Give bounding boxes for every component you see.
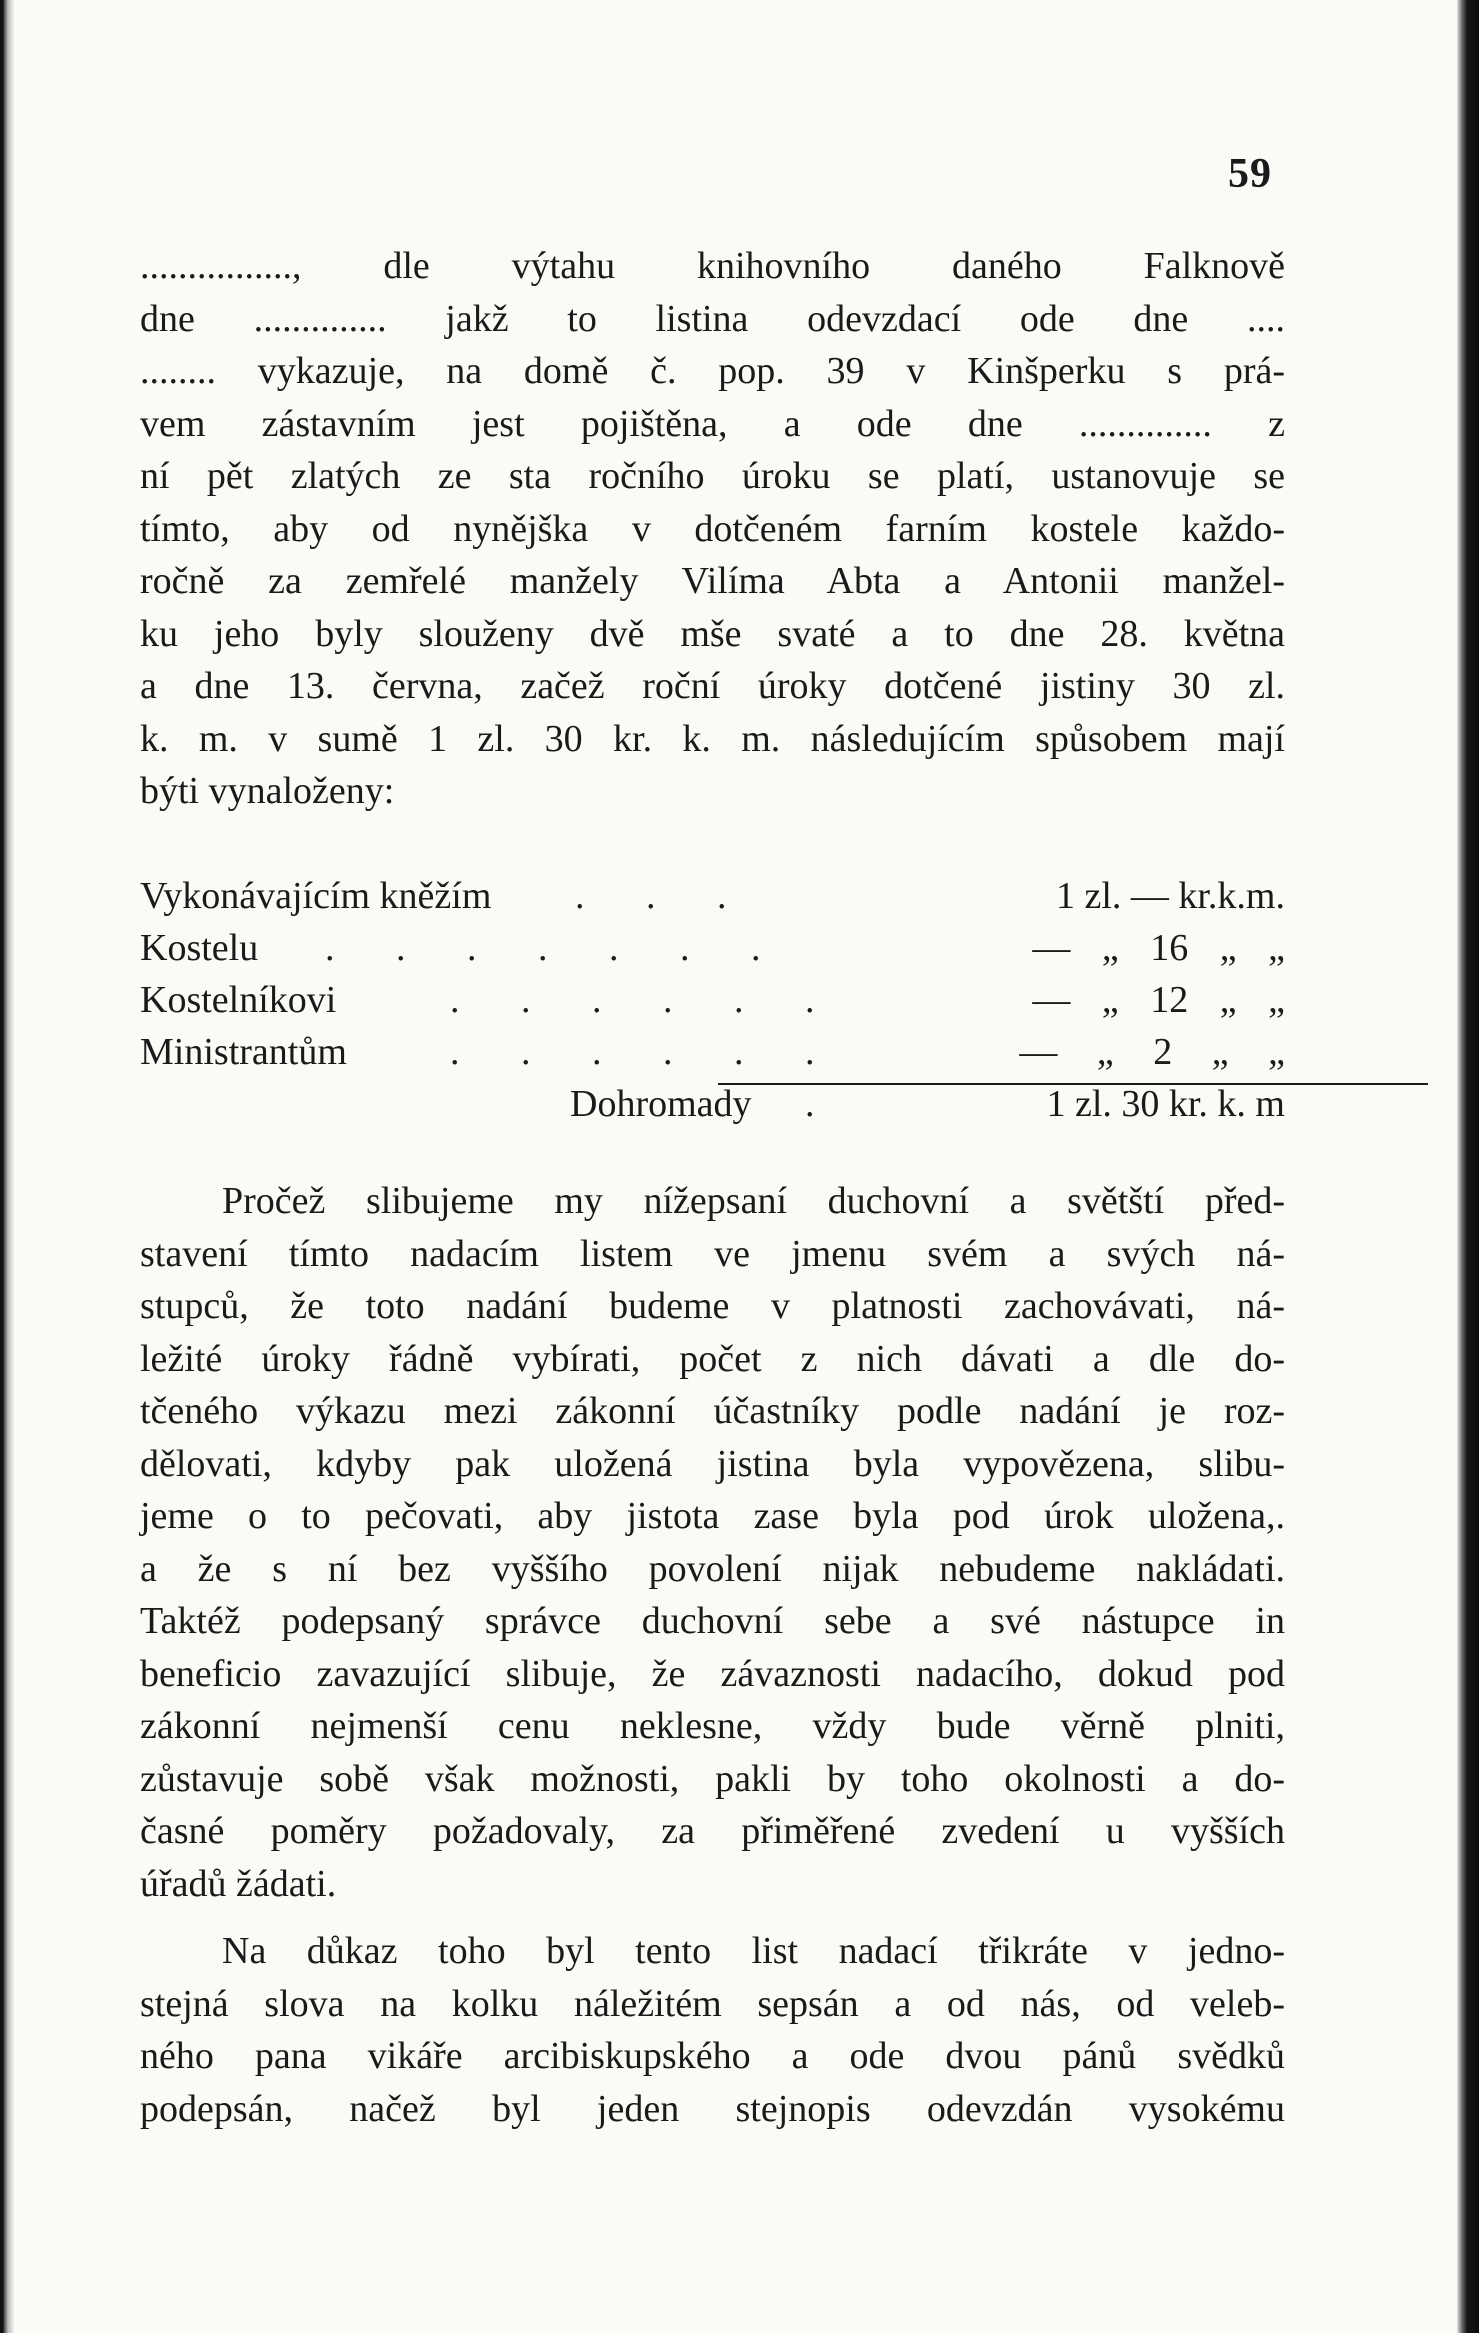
text-line: tímto, aby od nynějška v dotčeném farním kostele každo- (140, 507, 1285, 550)
text-line: ................, dle výtahu knihovního daného Falknově (140, 245, 1285, 287)
paragraph-obligations (140, 1175, 1285, 1910)
row-label: Kostelníkovi (140, 979, 337, 1021)
text-line: a dne 13. června, začež roční úroky dotčené jistiny 30 zl. (140, 665, 1285, 707)
text-line: k. m. v sumě 1 zl. 30 kr. k. m. následujícím spůsobem mají (140, 717, 1285, 760)
text-line: vem zástavním jest pojištěna, a ode dne .............. z (140, 402, 1285, 445)
text-line: ku jeho byly slouženy dvě mše svaté a to dne 28. května (140, 612, 1285, 655)
text-line: ní pět zlatých ze sta ročního úroku se platí, ustanovuje se (140, 455, 1285, 497)
text-line: stejná slova na kolku náležitém sepsán a od nás, od veleb- (140, 1982, 1285, 2025)
row-label: Kostelu (140, 927, 259, 969)
row-label: Vykonávajícím kněžím (140, 875, 492, 917)
row-amount: — „ 12 „ „ (1032, 979, 1285, 1021)
page-left-edge (0, 0, 14, 2333)
paragraph-attestation (140, 1925, 1285, 2135)
table-row (140, 974, 1285, 1026)
total-dots: . (805, 1083, 841, 1125)
table-row (140, 922, 1285, 974)
row-label: Ministrantům (140, 1031, 347, 1073)
text-line: časné poměry požadovaly, za přiměřené zvedení u vyšších (140, 1810, 1285, 1852)
text-line: dělovati, kdyby pak uložená jistina byla vypovězena, slibu- (140, 1442, 1285, 1485)
row-dots: . . . . . . (450, 979, 841, 1021)
text-line: zákonní nejmenší cenu neklesne, vždy bude věrně plniti, (140, 1705, 1285, 1747)
text-line: ročně za zemřelé manžely Vilíma Abta a Antonii manžel- (140, 560, 1285, 602)
text-line: úřadů žádati. (140, 1862, 337, 1905)
row-dots: . . . . . . (450, 1031, 841, 1073)
text-line: dne .............. jakž to listina odevzdací ode dne .... (140, 297, 1285, 340)
text-line: ného pana vikáře arcibiskupského a ode dvou pánů svědků (140, 2035, 1285, 2077)
distribution-table (140, 870, 1285, 1130)
text-line: ležité úroky řádně vybírati, počet z nich dávati a dle do- (140, 1337, 1285, 1380)
row-amount: — „ 2 „ „ (1019, 1031, 1285, 1073)
text-line: podepsán, načež byl jeden stejnopis odevzdán vysokému (140, 2087, 1285, 2130)
paragraph-foundation-terms (140, 240, 1285, 818)
row-amount: 1 zl. — kr.k.m. (1055, 875, 1285, 917)
row-amount: — „ 16 „ „ (1032, 927, 1285, 969)
text-line: tčeného výkazu mezi zákonní účastníky podle nadání je roz- (140, 1390, 1285, 1432)
text-line: býti vynaloženy: (140, 770, 395, 812)
text-line: stupců, že toto nadání budeme v platnosti zachovávati, ná- (140, 1285, 1285, 1327)
text-line: zůstavuje sobě však možnosti, pakli by toho okolnosti a do- (140, 1757, 1285, 1800)
page-right-edge (1457, 0, 1479, 2333)
text-line: Taktéž podepsaný správce duchovní sebe a své nástupce in (140, 1600, 1285, 1642)
total-label: Dohromady (570, 1083, 752, 1125)
page-number: 59 (1228, 151, 1272, 197)
row-dots: . . . (575, 875, 753, 917)
total-row (140, 1078, 1285, 1130)
row-dots: . . . . . . . (325, 927, 787, 969)
text-line: ........ vykazuje, na domě č. pop. 39 v Kinšperku s prá- (140, 350, 1285, 392)
text-line: Pročež slibujeme my nížepsaní duchovní a světští před- (222, 1180, 1285, 1222)
total-amount: 1 zl. 30 kr. k. m (1046, 1083, 1285, 1125)
text-line: stavení tímto nadacím listem ve jmenu svém a svých ná- (140, 1232, 1285, 1275)
text-line: a že s ní bez vyššího povolení nijak nebudeme nakládati. (140, 1547, 1285, 1590)
table-row (140, 870, 1285, 922)
text-line: jeme o to pečovati, aby jistota zase byla pod úrok uložena,. (140, 1495, 1285, 1537)
text-line: beneficio zavazující slibuje, že závaznosti nadacího, dokud pod (140, 1652, 1285, 1695)
text-line: Na důkaz toho byl tento list nadací třikráte v jedno- (222, 1930, 1285, 1972)
table-row (140, 1026, 1285, 1078)
